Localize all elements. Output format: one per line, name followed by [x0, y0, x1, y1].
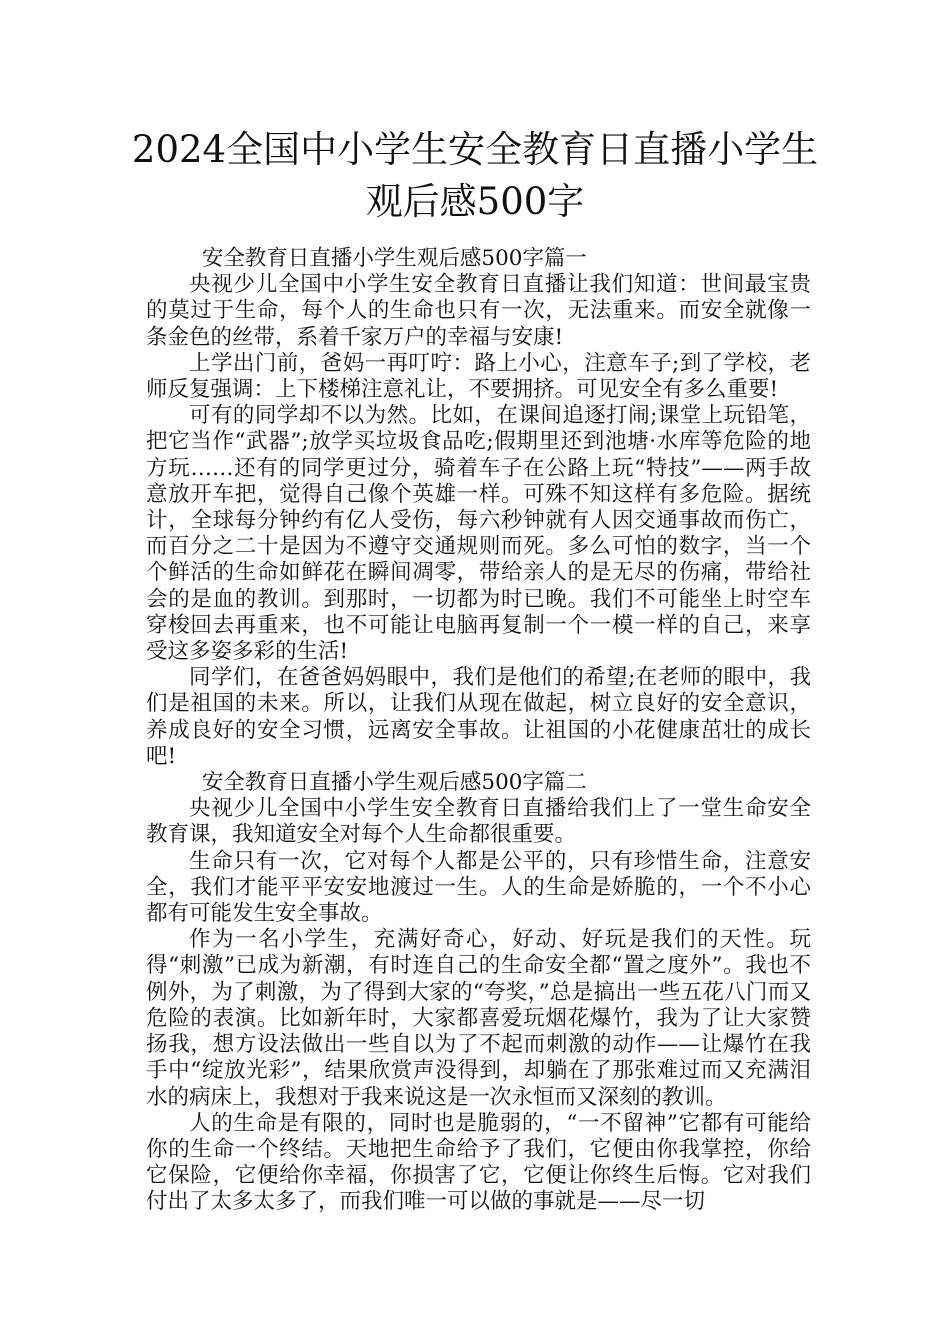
- section-1-paragraph-1: 央视少儿全国中小学生安全教育日直播让我们知道：世间最宝贵的莫过于生命，每个人的生命也只有一次，无法重来。而安全就像一条金色的丝带，系着千家万户的幸福与安康!: [146, 272, 811, 350]
- section-1-paragraph-2: 上学出门前，爸妈一再叮咛：路上小心，注意车子;到了学校，老师反复强调：上下楼梯注意礼让，不要拥挤。可见安全有多么重要!: [146, 350, 811, 403]
- document-body: [146, 246, 811, 1216]
- section-2-paragraph-2: 生命只有一次，它对每个人都是公平的，只有珍惜生命，注意安全，我们才能平平安安地渡过一生。人的生命是娇脆的，一个不小心都有可能发生安全事故。: [146, 848, 811, 927]
- section-2-paragraph-4: 人的生命是有限的，同时也是脆弱的，“一不留神”它都有可能给你的生命一个终结。天地把生命给予了我们，它便由你我掌控，你给它保险，它便给你幸福，你损害了它，它便让你终生后悔。它对我们付出了太多太多了，而我们唯一可以做的事就是——尽一切: [146, 1110, 811, 1215]
- section-1-paragraph-4: 同学们，在爸爸妈妈眼中，我们是他们的希望;在老师的眼中，我们是祖国的未来。所以，让我们从现在做起，树立良好的安全意识，养成良好的安全习惯，远离安全事故。让祖国的小花健康茁壮的成长吧!: [146, 665, 811, 769]
- section-2-heading: 安全教育日直播小学生观后感500字篇二: [201, 770, 587, 796]
- section-2-paragraph-3: 作为一名小学生，充满好奇心，好动、好玩是我们的天性。玩得“刺激”已成为新潮，有时连自己的生命安全都“置之度外”。我也不例外，为了刺激，为了得到大家的“夸奖，”总是搞出一些五花八门而又危险的表演。比如新年时，大家都喜爱玩烟花爆竹，我为了让大家赞扬我，想方设法做出一些自以为了不起而刺激的动作——让爆竹在我手中“绽放光彩”，结果欣赏声没得到，却躺在了那张难过而又充满泪水的病床上，我想对于我来说这是一次永恒而又深刻的教训。: [146, 927, 811, 1110]
- section-1-paragraph-3: 可有的同学却不以为然。比如，在课间追逐打闹;课堂上玩铅笔，把它当作“武器”;放学买垃圾食品吃;假期里还到池塘·水库等危险的地方玩……还有的同学更过分，骑着车子在公路上玩“特技”——两手故意放开车把，觉得自己像个英雄一样。可殊不知这样有多危险。据统计，全球每分钟约有亿人受伤，每六秒钟就有人因交通事故而伤亡，而百分之二十是因为不遵守交通规则而死。多么可怕的数字，当一个个鲜活的生命如鲜花在瞬间凋零，带给亲人的是无尽的伤痛，带给社会的是血的教训。到那时，一切都为时已晚。我们不可能坐上时空车穿梭回去再重来，也不可能让电脑再复制一个一模一样的自己，来享受这多姿多彩的生活!: [146, 403, 811, 665]
- title-line-1: 2024全国中小学生安全教育日直播小学生: [131, 128, 819, 171]
- section-2-paragraph-1: 央视少儿全国中小学生安全教育日直播给我们上了一堂生命安全教育课，我知道安全对每个人生命都很重要。: [146, 796, 811, 848]
- section-1-heading: 安全教育日直播小学生观后感500字篇一: [201, 246, 587, 271]
- document-title: [120, 124, 830, 228]
- title-line-2: 观后感500字: [365, 180, 585, 223]
